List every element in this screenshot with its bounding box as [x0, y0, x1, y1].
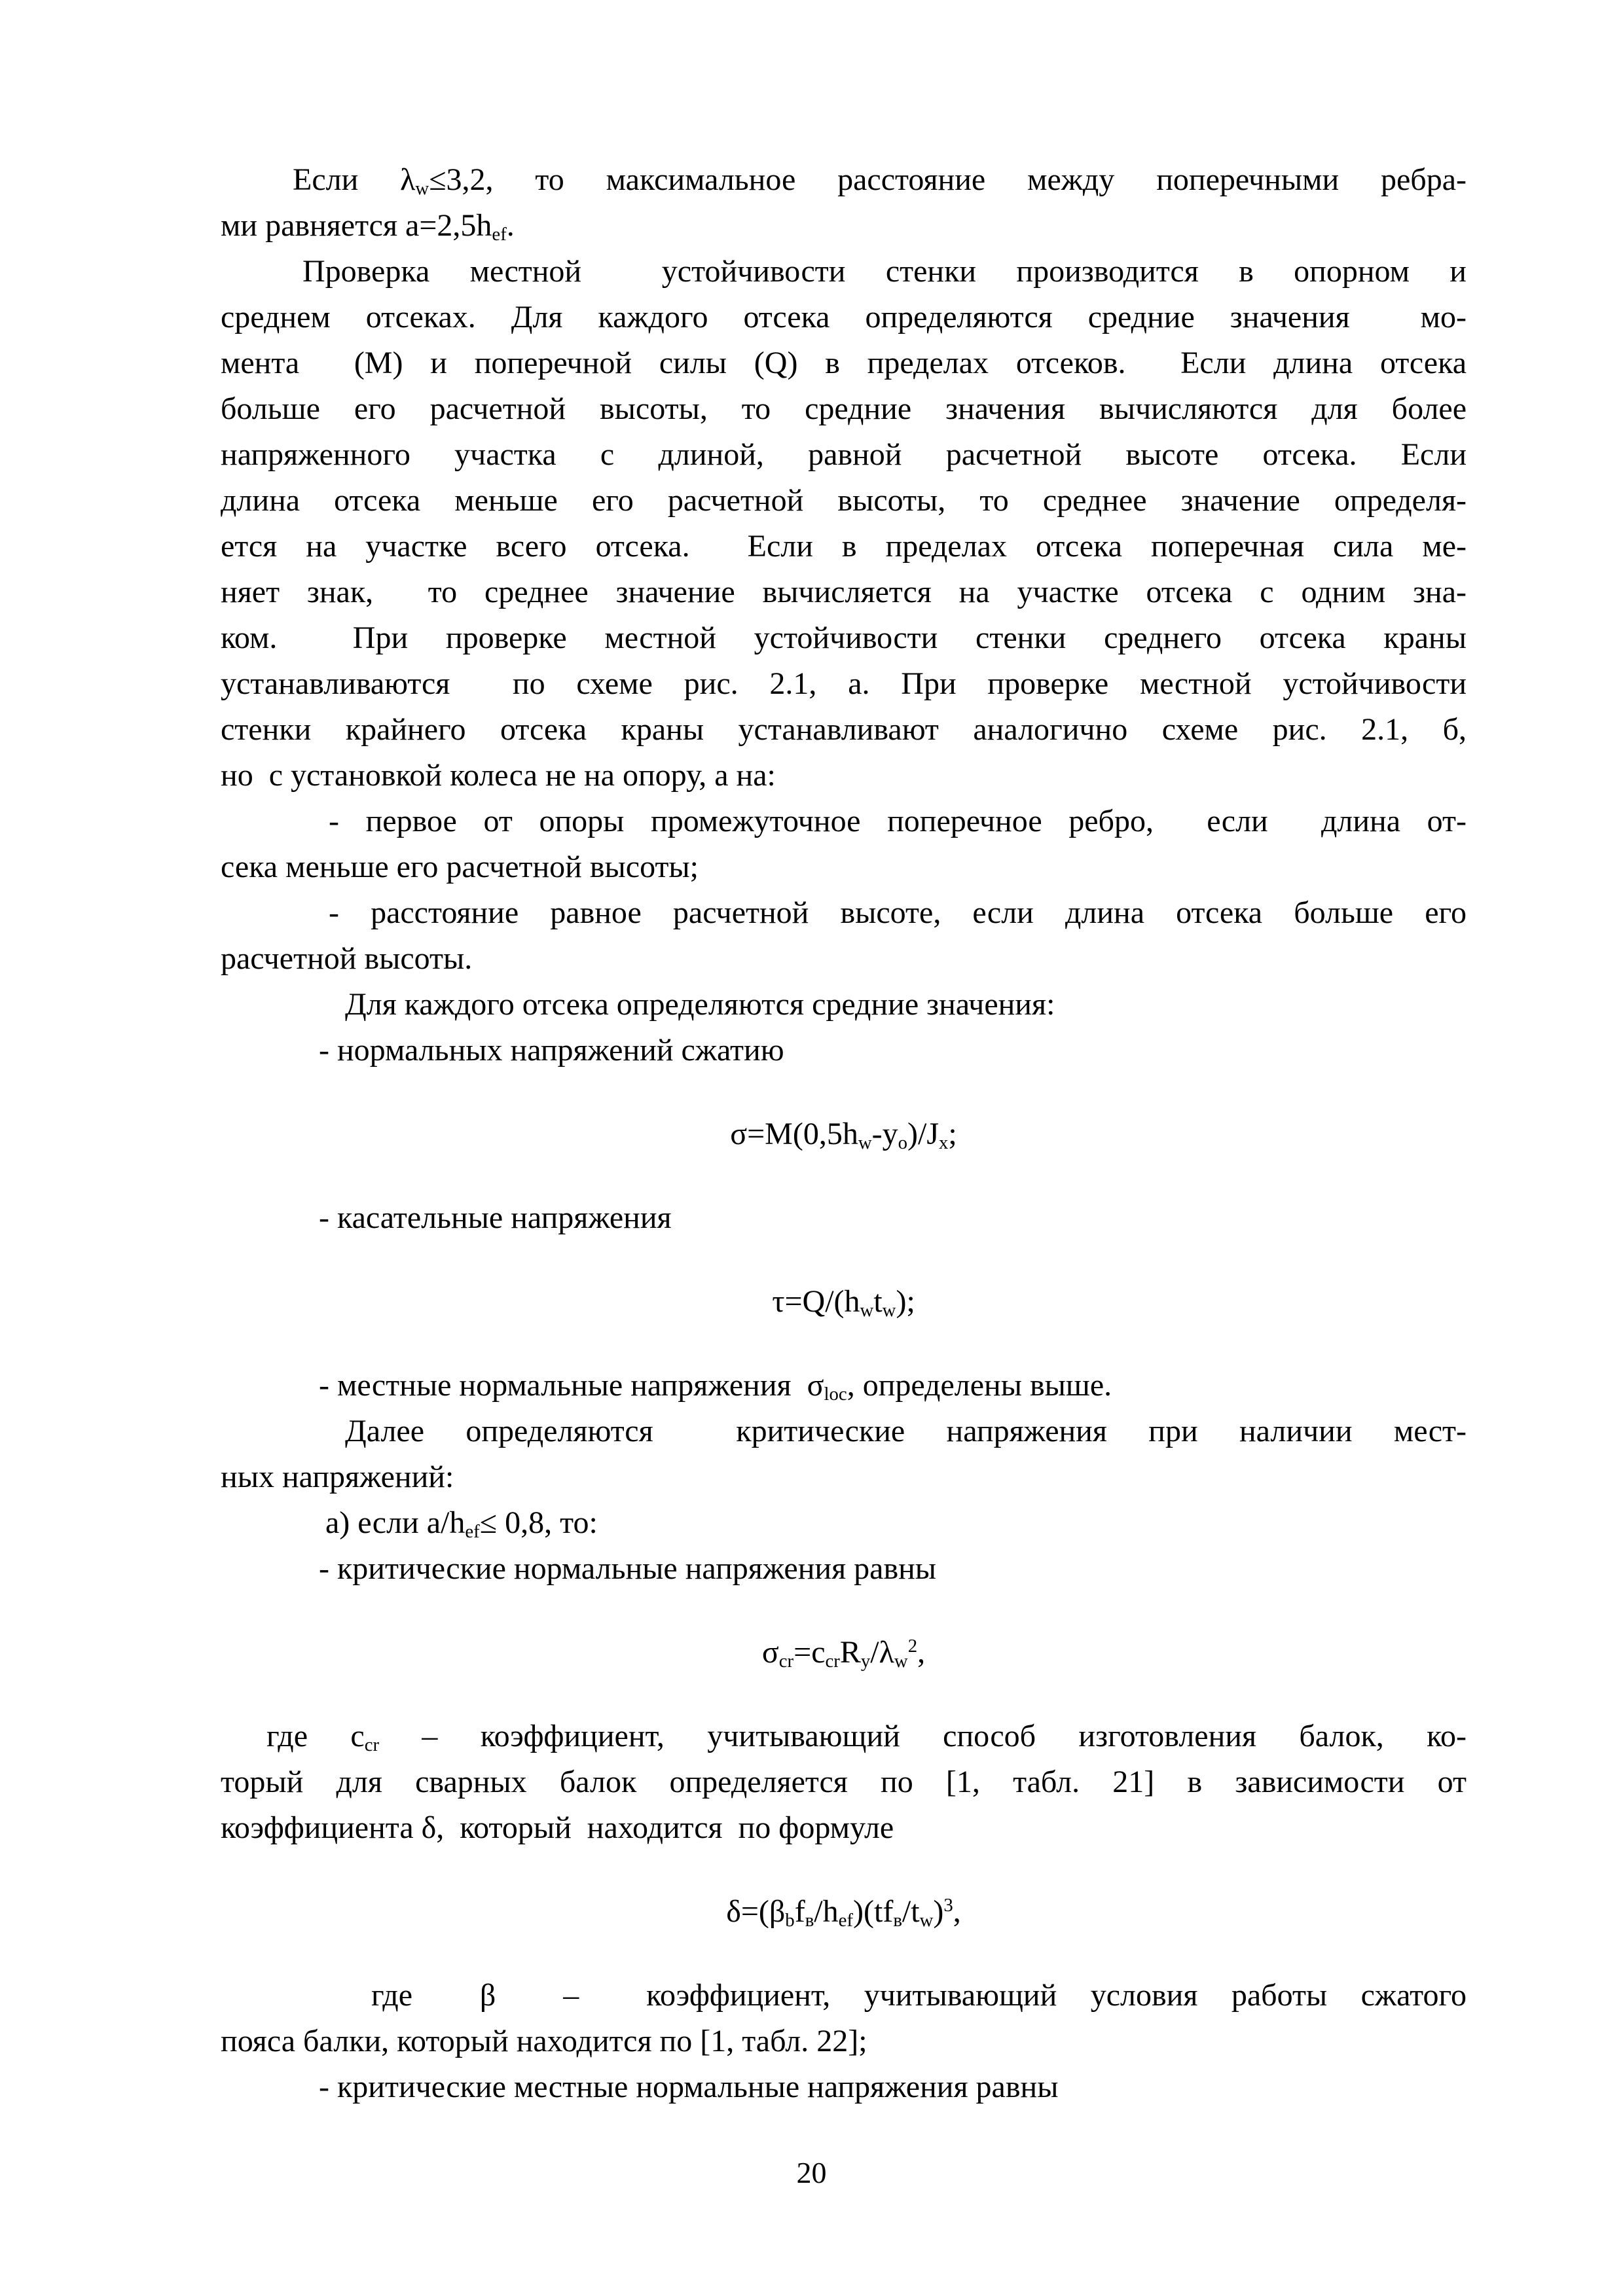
formula-line: $\tau=Q/(h_wt_w)$;: [772, 1284, 915, 1321]
text-line: Проверка местной устойчивости стенки производится в опорном и: [302, 254, 1467, 289]
text-line: торый для сварных балок определяется по [1, табл. 21] в зависимости от: [221, 1765, 1467, 1799]
text-line: но с установкой колеса не на опору, а на:: [221, 758, 776, 793]
text-line: мента (М) и поперечной силы (Q) в пределах отсеков. Если длина отсека: [221, 346, 1467, 380]
text-line: расчетной высоты.: [221, 941, 473, 976]
text-line: где $c_{cr}$ – коэффициент, учитывающий способ изготовления балок, ко-: [266, 1719, 1467, 1756]
text-line: - критические нормальные напряжения равны: [319, 1551, 937, 1586]
text-line: - критические местные нормальные напряжения равны: [319, 2070, 1059, 2104]
text-line: - первое от опоры промежуточное поперечное ребро, если длина от-: [329, 804, 1467, 838]
formula-line: $\sigma_{cr}=c_{cr}R_y/\lambda_w^2$,: [761, 1635, 926, 1672]
text-line: ми равняется $a=2,5h_{ef}$.: [221, 208, 515, 245]
formula-line: $\sigma=M(0,5h_w-y_o)/J_x$;: [730, 1117, 957, 1154]
page-number: 20: [796, 2156, 827, 2189]
text-line: ком. При проверке местной устойчивости стенки среднего отсека краны: [221, 620, 1467, 655]
text-line: где β – коэффициент, учитывающий условия работы сжатого: [371, 1978, 1467, 2013]
text-line: пояса балки, который находится по [1, табл. 22];: [221, 2024, 867, 2058]
text-line: - нормальных напряжений сжатию: [319, 1033, 784, 1067]
text-line: стенки крайнего отсека краны устанавливают аналогично схеме рис. 2.1, б,: [221, 712, 1467, 747]
text-line: - расстояние равное расчетной высоте, если длина отсека больше его: [329, 895, 1467, 930]
text-line: коэффициента δ, который находится по формуле: [221, 1810, 894, 1845]
text-line: среднем отсеках. Для каждого отсека определяются средние значения мо-: [221, 300, 1467, 334]
text-line: напряженного участка с длиной, равной расчетной высоте отсека. Если: [221, 437, 1467, 472]
text-line: ется на участке всего отсека. Если в пределах отсека поперечная сила ме-: [221, 529, 1467, 564]
text-line: больше его расчетной высоты, то средние значения вычисляются для более: [221, 391, 1467, 426]
text-line: ных напряжений:: [221, 1460, 454, 1494]
text-line: Для каждого отсека определяются средние значения:: [345, 987, 1055, 1022]
text-block: [221, 157, 1467, 2110]
text-line: длина отсека меньше его расчетной высоты, то среднее значение определя-: [221, 483, 1467, 518]
text-line: Далее определяются критические напряжения при наличии мест-: [345, 1414, 1467, 1448]
text-line: - касательные напряжения: [319, 1200, 672, 1235]
formula-line: $\delta=(\beta_bf_в/h_{ef})(tf_в/t_w)^3$,: [726, 1894, 961, 1931]
text-line: Если $\lambda_w\le 3,2$, то максимальное расстояние между поперечными ребра-: [293, 162, 1467, 200]
text-line: сека меньше его расчетной высоты;: [221, 850, 699, 884]
text-line: няет знак, то среднее значение вычисляется на участке отсека с одним зна-: [221, 575, 1467, 609]
text-line: - местные нормальные напряжения $\sigma_{loc}$, определены выше.: [319, 1368, 1112, 1405]
text-line: устанавливаются по схеме рис. 2.1, а. При проверке местной устойчивости: [221, 666, 1467, 701]
text-line: а) если $a/h_{ef}\le 0,8$, то:: [325, 1505, 598, 1543]
